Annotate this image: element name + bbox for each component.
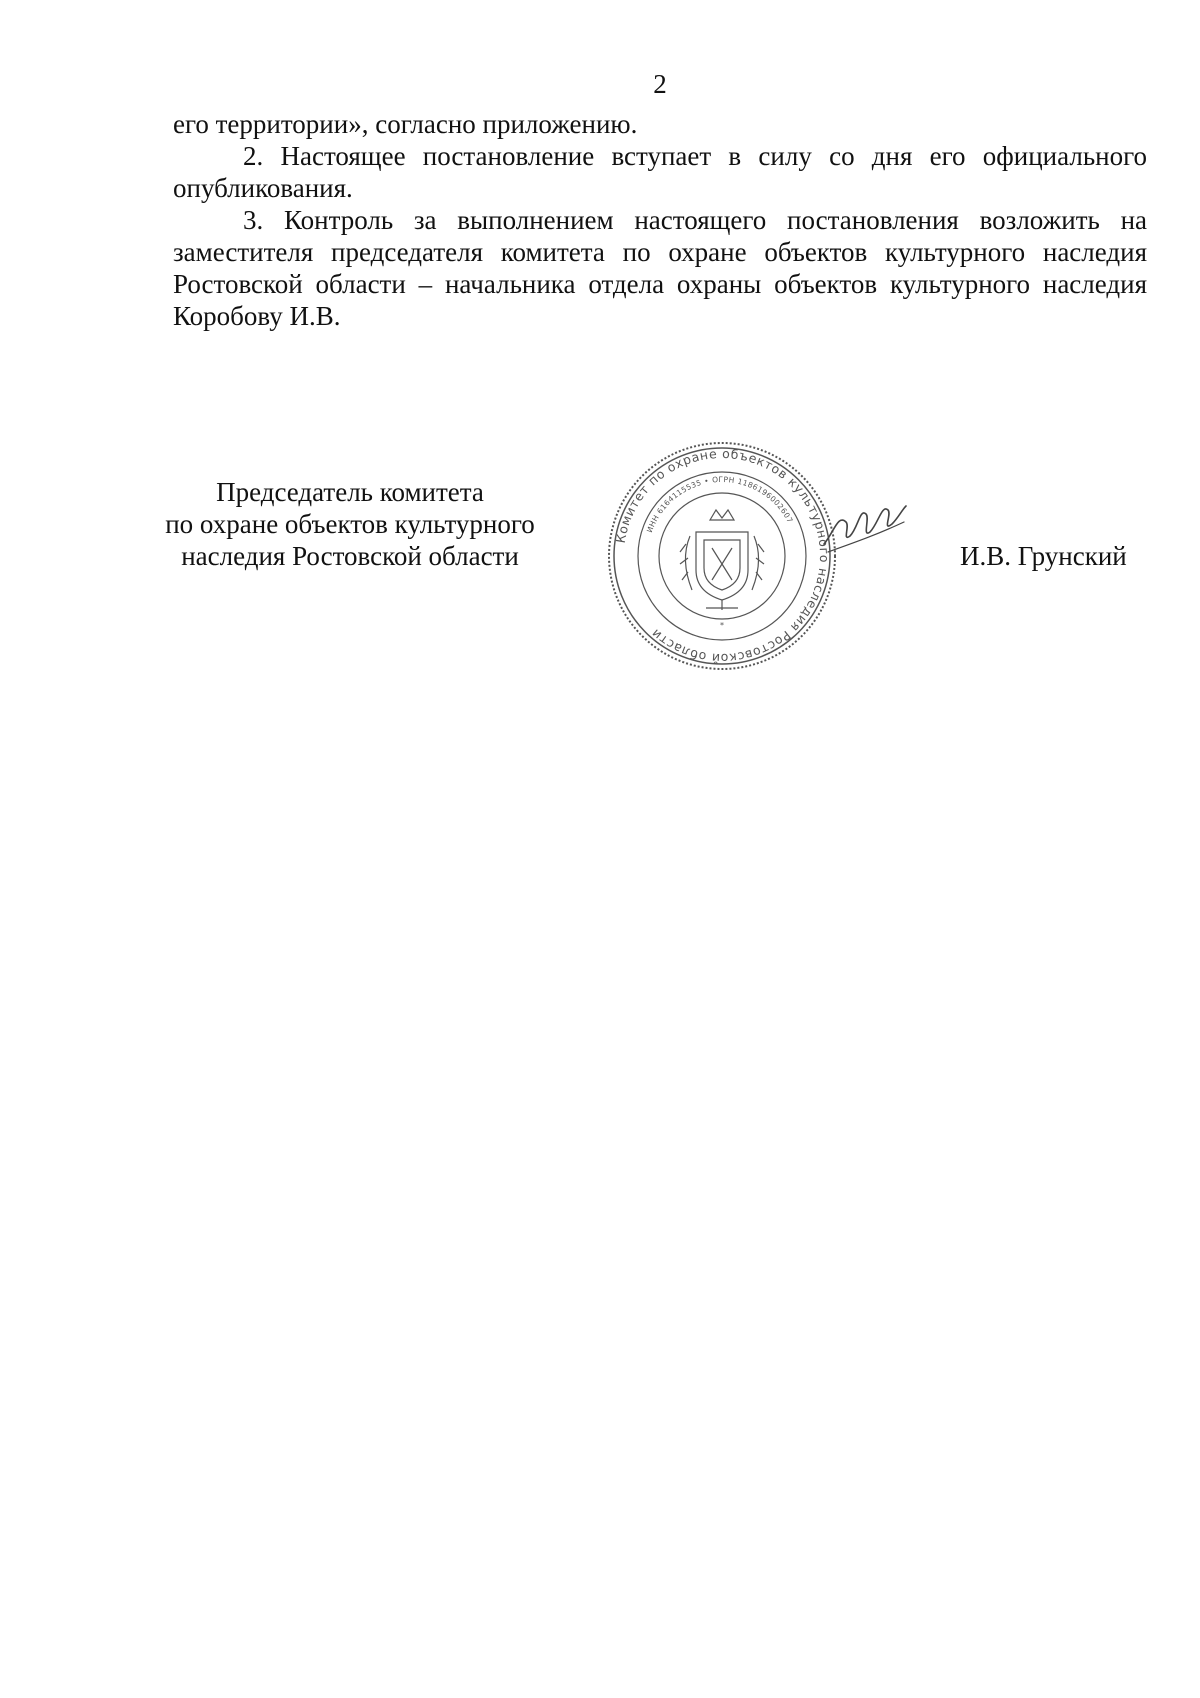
signatory-title-line: по охране объектов культурного bbox=[165, 509, 535, 539]
document-body bbox=[173, 108, 1147, 332]
stamp-outer-text: Комитет по охране объектов культурного наследия Ростовской области bbox=[612, 445, 833, 667]
paragraph-item-2: 2. Настоящее постановление вступает в силу со дня его официального опубликования. bbox=[173, 141, 1147, 203]
svg-text:*: * bbox=[720, 621, 724, 630]
paragraph-continuation: его территории», согласно приложению. bbox=[173, 109, 638, 139]
page-number: 2 bbox=[653, 69, 667, 99]
signatory-title-line: Председатель комитета bbox=[216, 477, 484, 507]
paragraph-item-3: 3. Контроль за выполнением настоящего постановления возложить на заместителя председателя комитета по охране объектов культурного наследия Ростовской области – начальника отдела охраны объектов культурного наследия Коробову И.В. bbox=[173, 205, 1147, 331]
signatory-name: И.В. Грунский bbox=[960, 541, 1127, 571]
official-stamp bbox=[606, 440, 838, 672]
handwritten-signature bbox=[820, 492, 910, 562]
signatory-title bbox=[140, 476, 560, 572]
stamp-inner-text: ИНН 6164115535 • ОГРН 1186196002607 bbox=[644, 474, 795, 534]
coat-of-arms-icon bbox=[680, 510, 764, 610]
signatory-title-line: наследия Ростовской области bbox=[181, 541, 519, 571]
